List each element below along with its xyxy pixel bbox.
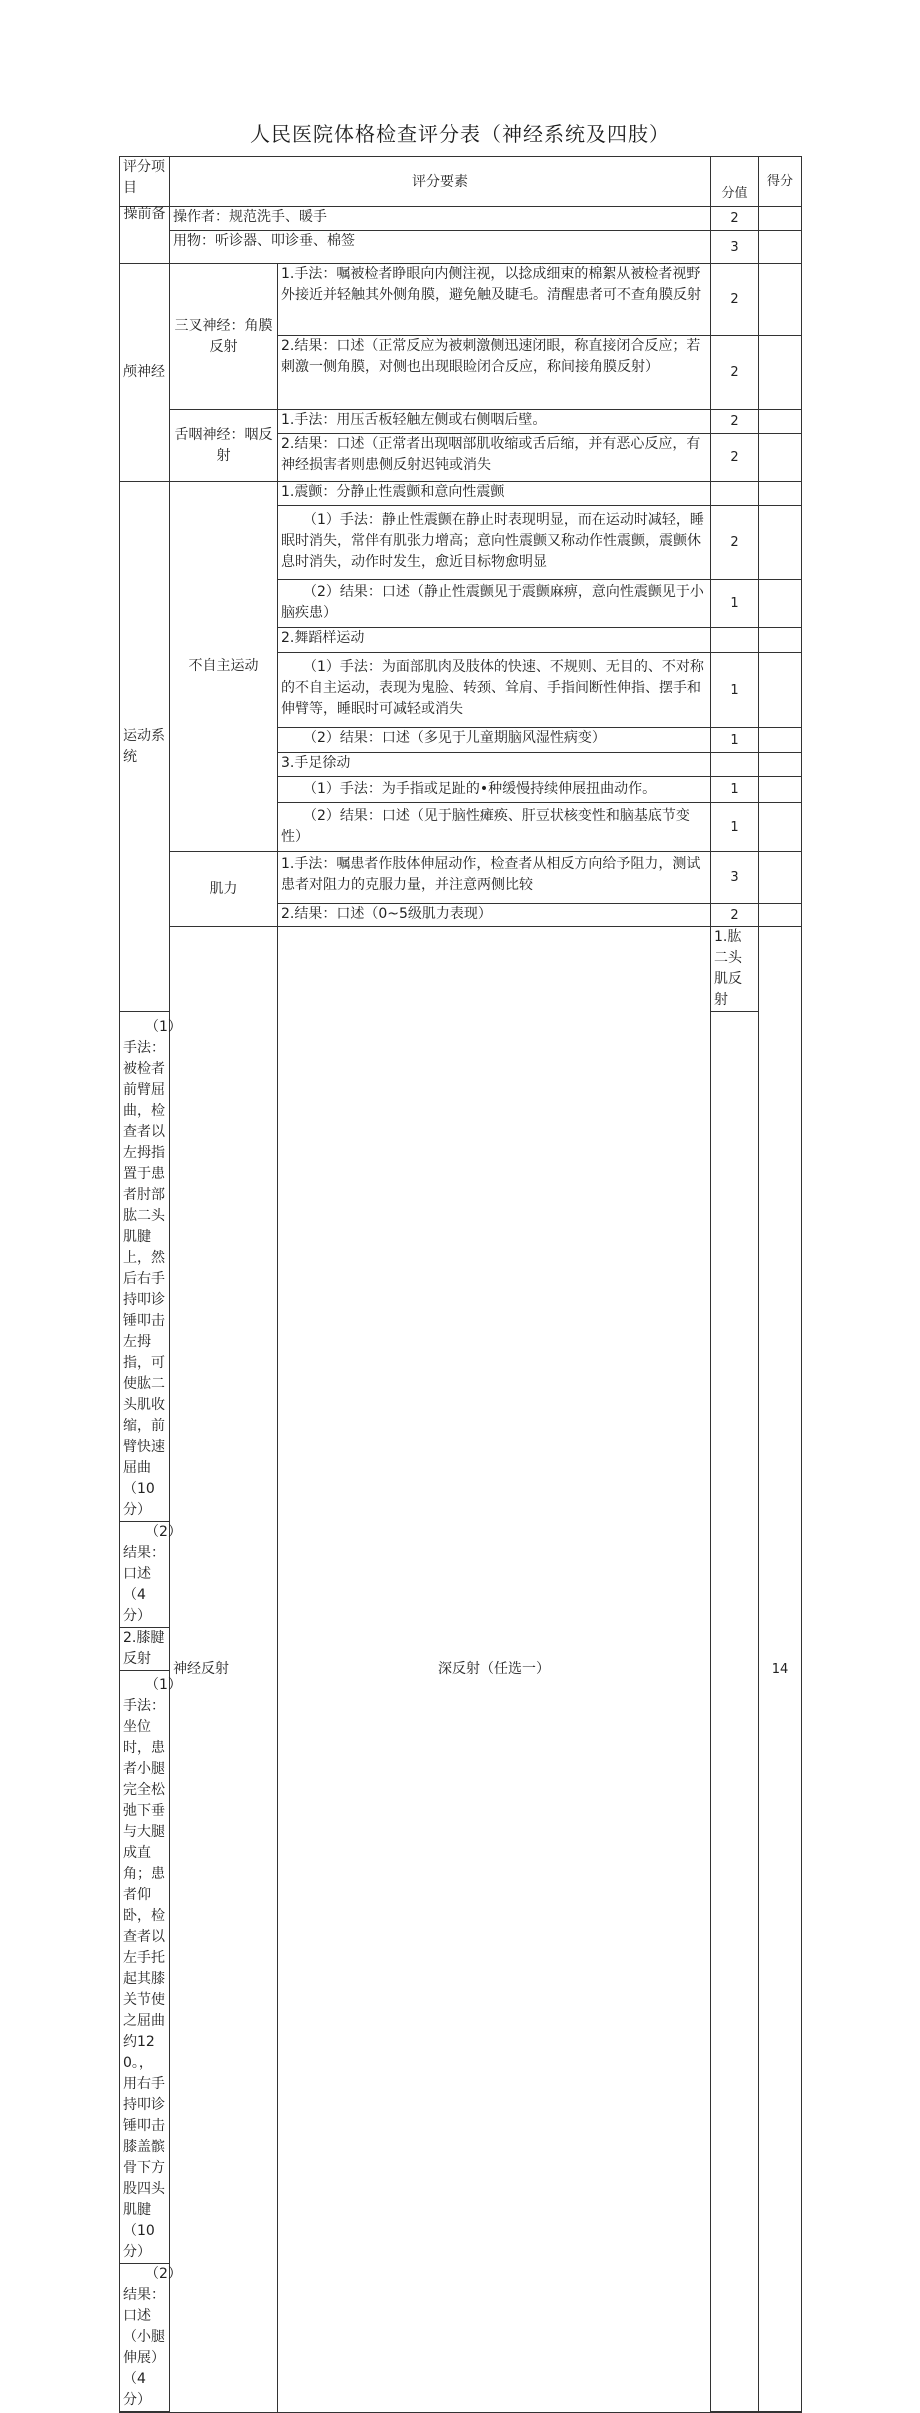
earned-cell[interactable] <box>759 482 802 506</box>
category-prep: 操前备 <box>120 207 170 264</box>
header-criteria: 评分要素 <box>170 157 711 207</box>
category-cranial: 颅神经 <box>120 264 170 482</box>
score-value: 1 <box>711 580 759 628</box>
criteria-text: 1.手法：用压舌板轻触左侧或右侧咽后壁。 <box>278 410 711 434</box>
score-value: 2 <box>711 410 759 434</box>
earned-cell[interactable] <box>759 231 802 264</box>
spacer-cell <box>120 2412 170 2413</box>
criteria-text: 用物：听诊器、叩诊垂、棉签 <box>170 231 711 264</box>
criteria-text: （1）手法：坐位时，患者小腿完全松弛下垂与大腿成直角；患者仰卧，检查者以左手托起其膝关节使之屈曲约120。，用右手持叩诊锤叩击膝盖髌骨下方股四头肌腱（10分） <box>120 1671 170 2264</box>
page-title: 人民医院体格检查评分表（神经系统及四肢） <box>250 122 670 146</box>
earned-cell[interactable] <box>759 753 802 777</box>
criteria-heading: 1.肱二头肌反射 <box>711 927 759 1012</box>
score-value <box>711 482 759 506</box>
score-value: 1 <box>711 777 759 803</box>
score-value: 14 <box>759 927 802 2412</box>
criteria-text: （1）手法：被检者前臂屈曲，检查者以左拇指置于患者肘部肱二头肌腱上，然后右手持叩诊锤叩击左拇指，可使肱二头肌收缩，前臂快速屈曲（10分） <box>120 1012 170 1522</box>
earned-cell[interactable] <box>759 653 802 728</box>
criteria-text: （1）手法：为面部肌肉及肢体的快速、不规则、无目的、不对称的不自主运动，表现为鬼脸、转颈、耸肩、手指间断性伸指、摆手和伸臂等，睡眠时可减轻或消失 <box>278 653 711 728</box>
subcategory-deep-reflex: 深反射（任选一） <box>278 927 711 2413</box>
score-value: 2 <box>711 207 759 231</box>
criteria-text: （2）结果：口述（4分） <box>120 1522 170 1628</box>
score-value: 2 <box>711 506 759 580</box>
score-value: 1 <box>711 728 759 753</box>
criteria-text: 1.手法：嘱患者作肢体伸屈动作，检查者从相反方向给予阻力，测试患者对阻力的克服力量，并注意两侧比较 <box>278 852 711 904</box>
criteria-heading: 2.舞蹈样运动 <box>278 628 711 653</box>
criteria-heading: 1.震颤：分静止性震颤和意向性震颤 <box>278 482 711 506</box>
table-row <box>120 482 802 506</box>
earned-cell[interactable] <box>759 336 802 410</box>
table-row <box>120 264 802 336</box>
subcategory-trigeminal: 三叉神经：角膜反射 <box>170 264 278 410</box>
table-row <box>120 927 802 1012</box>
earned-cell[interactable] <box>759 506 802 580</box>
earned-cell[interactable] <box>759 852 802 904</box>
earned-cell[interactable] <box>759 628 802 653</box>
score-value: 2 <box>711 264 759 336</box>
earned-cell[interactable] <box>759 2412 802 2413</box>
criteria-text: （2）结果：口述（多见于儿童期脑风湿性病变） <box>278 728 711 753</box>
table-header-row <box>120 157 802 207</box>
criteria-text: 2.结果：口述（0~5级肌力表现） <box>278 904 711 927</box>
subcategory-strength: 肌力 <box>170 852 278 927</box>
earned-cell[interactable] <box>759 434 802 482</box>
header-earned: 得分 <box>759 157 802 207</box>
criteria-text: 操作者：规范洗手、暖手 <box>170 207 711 231</box>
criteria-text: （2）结果：口述（见于脑性瘫痪、肝豆状核变性和脑基底节变性） <box>278 803 711 852</box>
earned-cell[interactable] <box>759 580 802 628</box>
score-value: 2 <box>711 904 759 927</box>
category-motor: 运动系统 <box>120 482 170 1012</box>
earned-cell[interactable] <box>759 264 802 336</box>
earned-cell[interactable] <box>759 803 802 852</box>
table-row <box>120 207 802 231</box>
earned-cell[interactable] <box>759 410 802 434</box>
earned-cell[interactable] <box>759 207 802 231</box>
score-value: 1 <box>711 653 759 728</box>
score-value <box>711 628 759 653</box>
criteria-text: （1）手法：静止性震颤在静止时表现明显，而在运动时减轻，睡眠时消失，常伴有肌张力增高；意向性震颤又称动作性震颤，震颤休息时消失，动作时发生，愈近目标物愈明显 <box>278 506 711 580</box>
table-row <box>120 410 802 434</box>
score-value: 1 <box>711 803 759 852</box>
header-category: 评分项目 <box>120 157 170 207</box>
table-row <box>120 852 802 904</box>
score-value: 3 <box>711 852 759 904</box>
criteria-text: （2）结果：口述（静止性震颤见于震颤麻痹，意向性震颤见于小脑疾患） <box>278 580 711 628</box>
criteria-heading: 3.手足徐动 <box>278 753 711 777</box>
subcategory-involuntary: 不自主运动 <box>170 482 278 852</box>
header-score: 分值 <box>711 157 759 207</box>
earned-cell[interactable] <box>759 904 802 927</box>
criteria-text: 1.手法：嘱被检者睁眼向内侧注视，以捻成细束的棉絮从被检者视野外接近并轻触其外侧角膜，避免触及睫毛。清醒患者可不查角膜反射 <box>278 264 711 336</box>
score-value <box>711 2412 759 2413</box>
table-row <box>120 231 802 264</box>
subcategory-glossopharyngeal: 舌咽神经：咽反射 <box>170 410 278 482</box>
criteria-text: （2）结果：口述（小腿伸展）（4分） <box>120 2264 170 2412</box>
score-value: 2 <box>711 434 759 482</box>
criteria-text: 2.结果：口述（正常反应为被刺激侧迅速闭眼，称直接闭合反应；若刺激一侧角膜，对侧也出现眼睑闭合反应，称间接角膜反射） <box>278 336 711 410</box>
criteria-text: （1）手法：为手指或足趾的•种缓慢持续伸展扭曲动作。 <box>278 777 711 803</box>
score-value: 3 <box>711 231 759 264</box>
criteria-text: 2.结果：口述（正常者出现咽部肌收缩或舌后缩，并有恶心反应，有神经损害者则患侧反射迟钝或消失 <box>278 434 711 482</box>
score-value <box>711 753 759 777</box>
criteria-heading: 2.膝腱反射 <box>120 1628 170 1671</box>
score-value: 2 <box>711 336 759 410</box>
earned-cell[interactable] <box>759 777 802 803</box>
earned-cell[interactable] <box>759 728 802 753</box>
category-reflex: 神经反射 <box>170 927 278 2413</box>
scoring-table <box>119 156 802 2413</box>
